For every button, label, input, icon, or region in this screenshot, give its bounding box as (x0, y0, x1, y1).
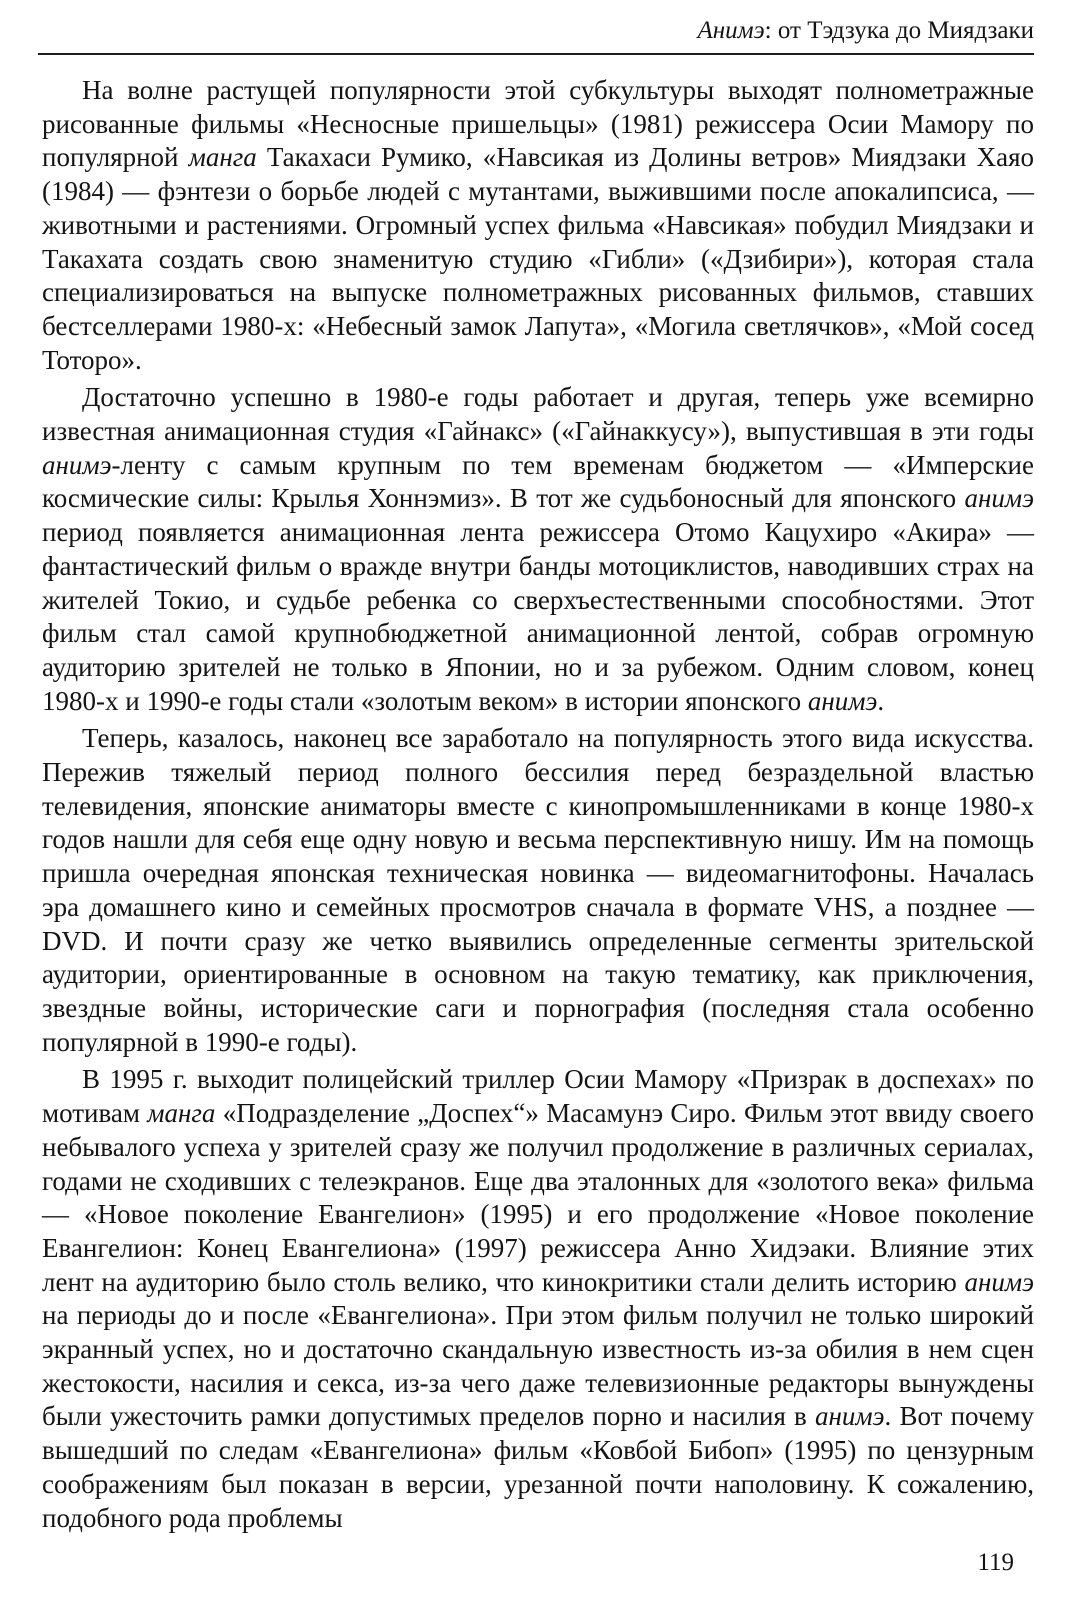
running-head-rest: : от Тэдзука до Миядзаки (764, 17, 1034, 44)
italic-term: манга (188, 142, 257, 173)
text-run: на периоды до и после «Евангелиона». При этом фильм получил не только широкий экранный успех, но и достаточно скандальную известность из-за обилия в нем сцен жестокости, насилия и секса, из-за чего даже телевизионные редакторы вынуждены были ужесточить рамки допустимых пределов порно и насилия в (42, 1300, 1034, 1432)
italic-term: анимэ (964, 483, 1034, 514)
text-run: . Вот почему вышедший по следам «Евангелиона» фильм «Ковбой Бибоп» (1995) по цензурным соображениям был показан в версии, урезанной почти наполовину. К сожалению, подобного рода проблемы (42, 1401, 1034, 1533)
text-run: Достаточно успешно в 1980-е годы работает и другая, теперь уже всемирно известная анимационная студия «Гайнакс» («Гайнаккусу»), выпустившая в эти годы (42, 382, 1034, 447)
italic-term: анимэ (42, 449, 112, 480)
text-run: . (877, 685, 885, 716)
italic-term: анимэ (964, 1266, 1034, 1297)
paragraph-2 (42, 381, 1034, 718)
paragraph-1 (42, 74, 1034, 377)
text-run: -ленту с самым крупным по тем временам бюджетом — «Имперские космические силы: Крылья Хоннэмиз». В тот же судьбоносный для японского (42, 449, 1034, 514)
italic-term: анимэ (807, 685, 878, 716)
text-run: В 1995 г. выходит полицейский триллер Осии Мамору «Призрак в доспехах» по мотивам (42, 1064, 1034, 1129)
text-run: На волне растущей популярности этой субкультуры выходят полнометражные рисованные фильмы «Несносные пришельцы» (1981) режиссера Осии Мамору по популярной (42, 75, 1034, 173)
italic-term: анимэ (815, 1401, 885, 1432)
running-head (698, 16, 1035, 46)
text-run: Такахаси Румико, «Навсикая из Долины ветров» Миядзаки Хаяо (1984) — фэнтези о борьбе людей с мутантами, выжившими после апокалипсиса, — животными и растениями. Огромный успех фильма «Навсикая» побудил Миядзаки и Такахата создать свою знаменитую студию «Гибли» («Дзибири»), которая стала специализироваться на выпуске полнометражных рисованных фильмов, ставших бестселлерами 1980-х: «Небесный замок Лапута», «Могила светлячков», «Мой сосед Тоторо». (42, 142, 1034, 375)
header-rule (38, 53, 1034, 55)
body-text (42, 74, 1034, 1539)
text-run: Теперь, казалось, наконец все заработало на популярность этого вида искусства. Пережив тяжелый период полного бессилия перед безраздельной властью телевидения, японские аниматоры вместе с кинопромышленниками в конце 1980-х годов нашли для себя еще одну новую и весьма перспективную нишу. Им на помощь пришла очередная японская техническая новинка — видеомагнитофоны. Началась эра домашнего кино и семейных просмотров сначала в формате VHS, а позднее — DVD. И почти сразу же четко выявились определенные сегменты зрительской аудитории, ориентированные в основном на такую тематику, как приключения, звездные войны, исторические саги и порнография (последняя стала особенно популярной в 1990-е годы). (42, 723, 1034, 1057)
text-run: период появляется анимационная лента режиссера Отомо Кацухиро «Акира» — фантастический фильм о вражде внутри банды мотоциклистов, наводивших страх на жителей Токио, и судьбе ребенка со сверхъестественными способностями. Этот фильм стал самой крупнобюджетной анимационной лентой, собрав огромную аудиторию зрителей не только в Японии, но и за рубежом. Одним словом, конец 1980-х и 1990-е годы стали «золотым веком» в истории японского (42, 517, 1034, 716)
running-head-italic: Анимэ (697, 17, 765, 44)
page-number: 119 (977, 1549, 1014, 1576)
italic-term: манга (147, 1098, 216, 1129)
text-run: «Подразделение „Доспех“» Масамунэ Сиро. Фильм этот ввиду своего небывалого успеха у зрителей сразу же получил продолжение в различных сериалах, годами не сходивших с телеэкранов. Еще два эталонных для «золотого века» фильма — «Новое поколение Евангелион» (1995) и его продолжение «Новое поколение Евангелион: Конец Евангелиона» (1997) режиссера Анно Хидэаки. Влияние этих лент на аудиторию было столь велико, что кинокритики стали делить историю (42, 1098, 1034, 1297)
paragraph-3 (42, 722, 1034, 1059)
paragraph-4 (42, 1063, 1034, 1535)
